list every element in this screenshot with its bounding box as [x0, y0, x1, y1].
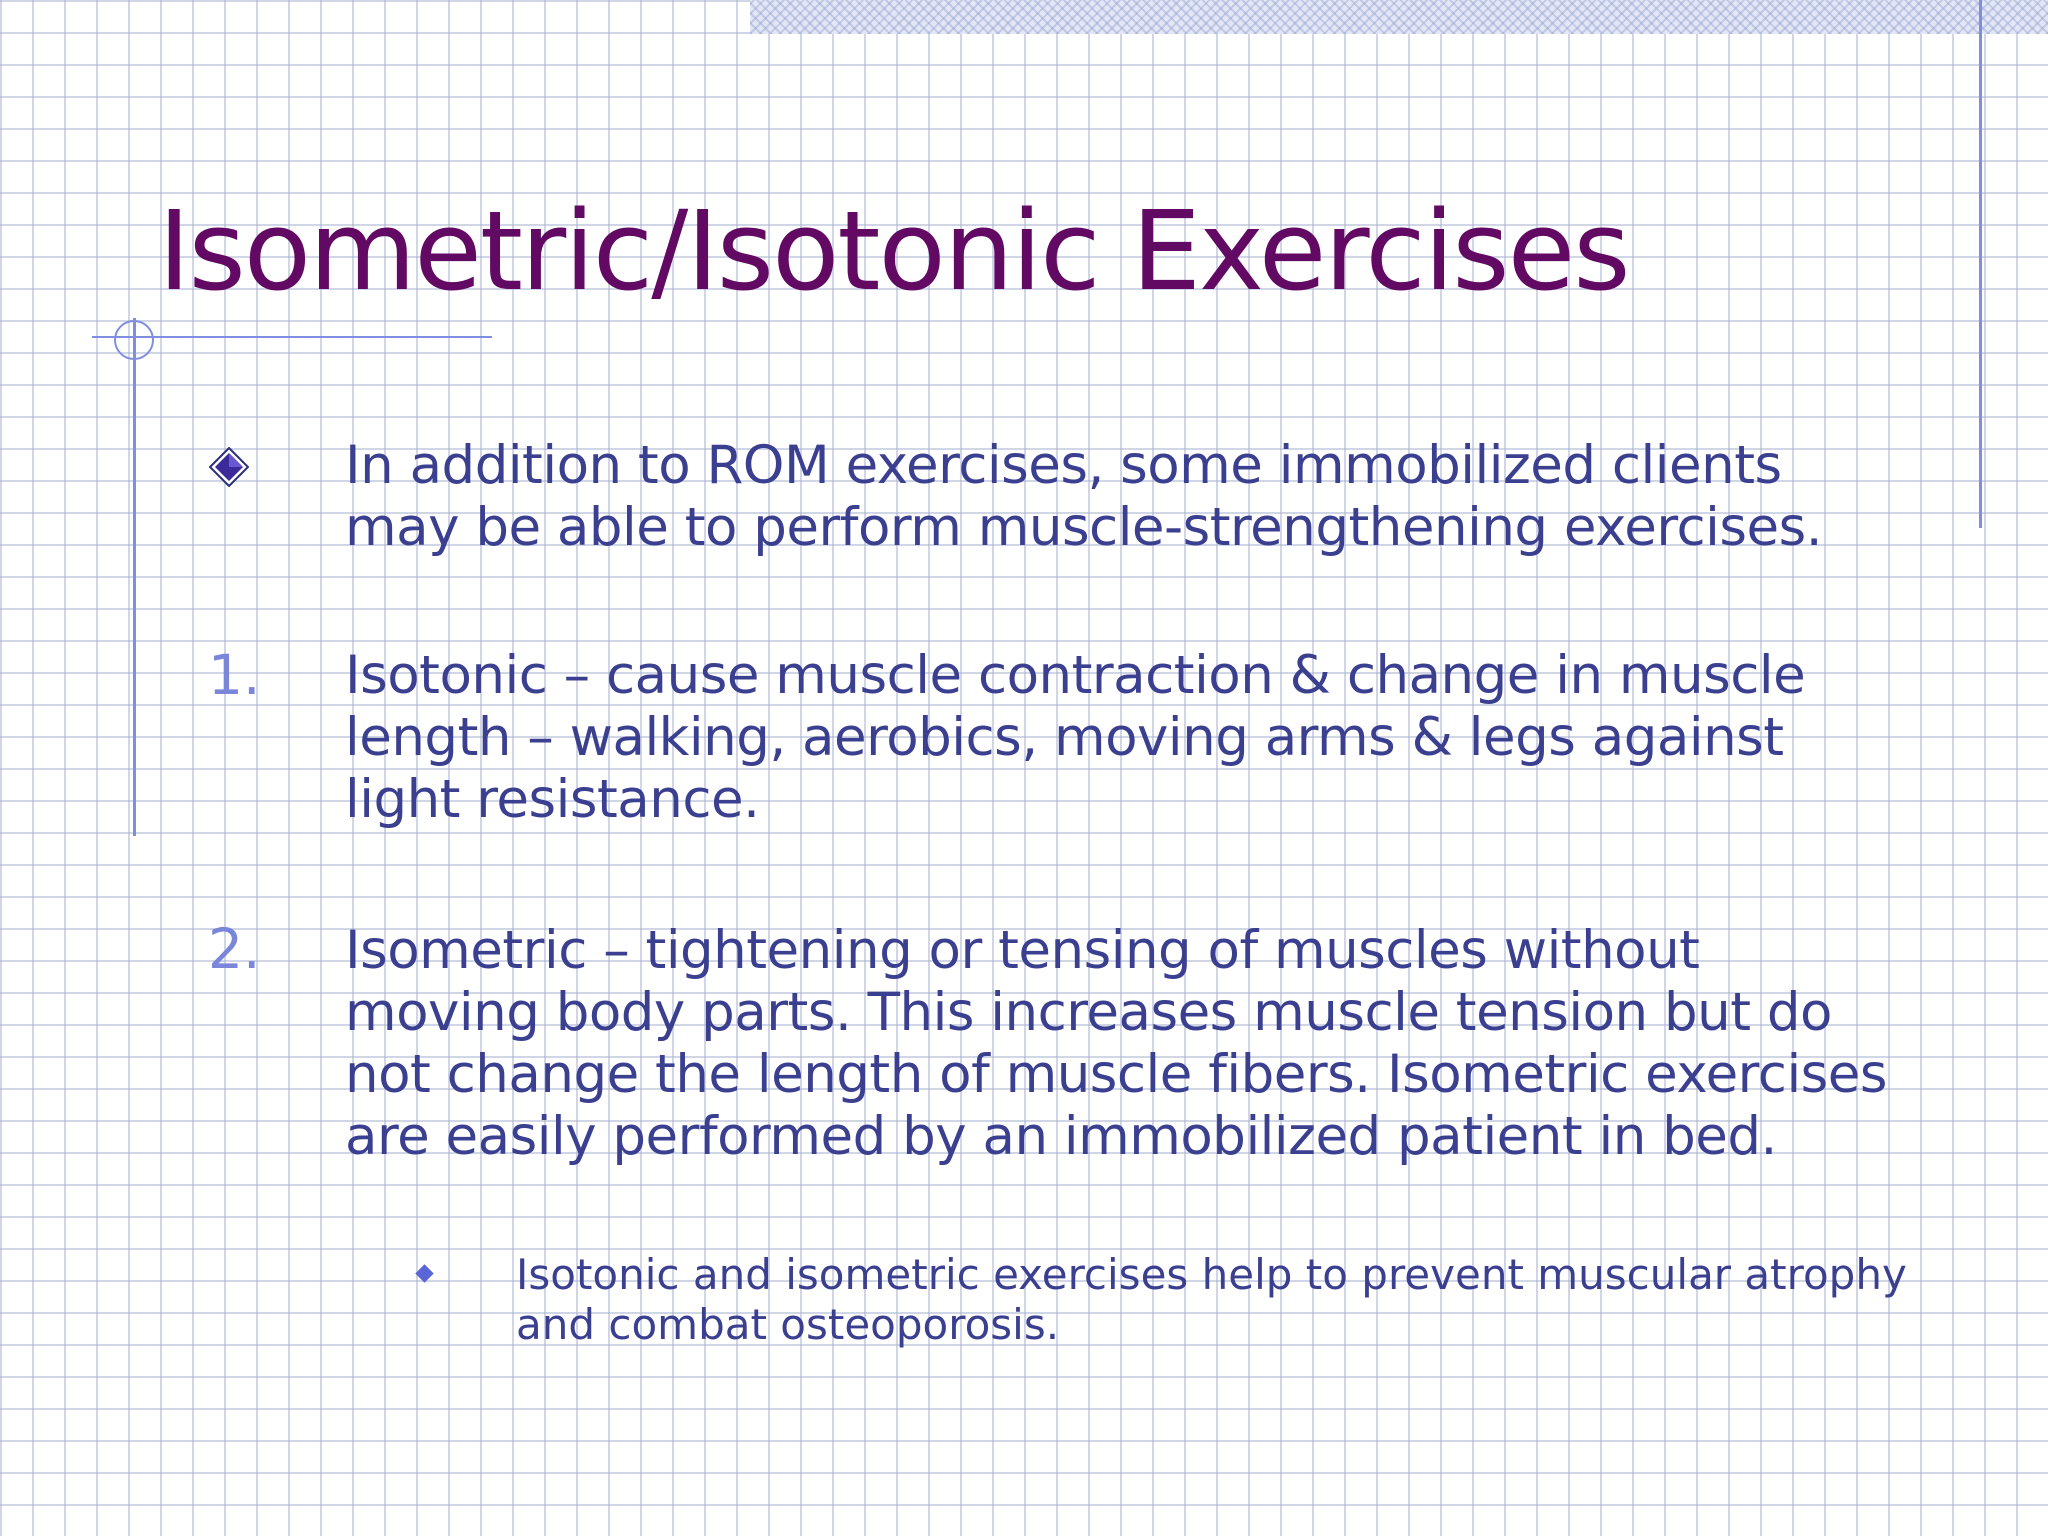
item-number: 1.: [208, 643, 261, 707]
intro-paragraph: In addition to ROM exercises, some immobilized clients may be able to perform muscle-strengthening exercises.: [345, 435, 1823, 558]
header-pattern-band: [750, 0, 2048, 34]
item-isometric-text: Isometric – tightening or tensing of muscles without moving body parts. This increases muscle tension but do not change the length of muscle fibers. Isometric exercises are easily performed by an immobilized patient in bed.: [345, 920, 1887, 1167]
left-vertical-rule: [133, 318, 136, 836]
item-number: 2.: [208, 917, 261, 981]
small-diamond-bullet-icon: [415, 1264, 433, 1282]
diamond-bullet-icon: [209, 447, 249, 487]
item-isotonic-text: Isotonic – cause muscle contraction & change in muscle length – walking, aerobics, moving arms & legs against light resistance.: [345, 645, 1806, 830]
right-vertical-rule: [1979, 0, 1982, 528]
circle-ornament-icon: [114, 320, 154, 360]
slide-title: Isometric/Isotonic Exercises: [158, 187, 1629, 315]
subpoint-text: Isotonic and isometric exercises help to prevent muscular atrophy and combat osteoporosis.: [516, 1250, 1907, 1349]
